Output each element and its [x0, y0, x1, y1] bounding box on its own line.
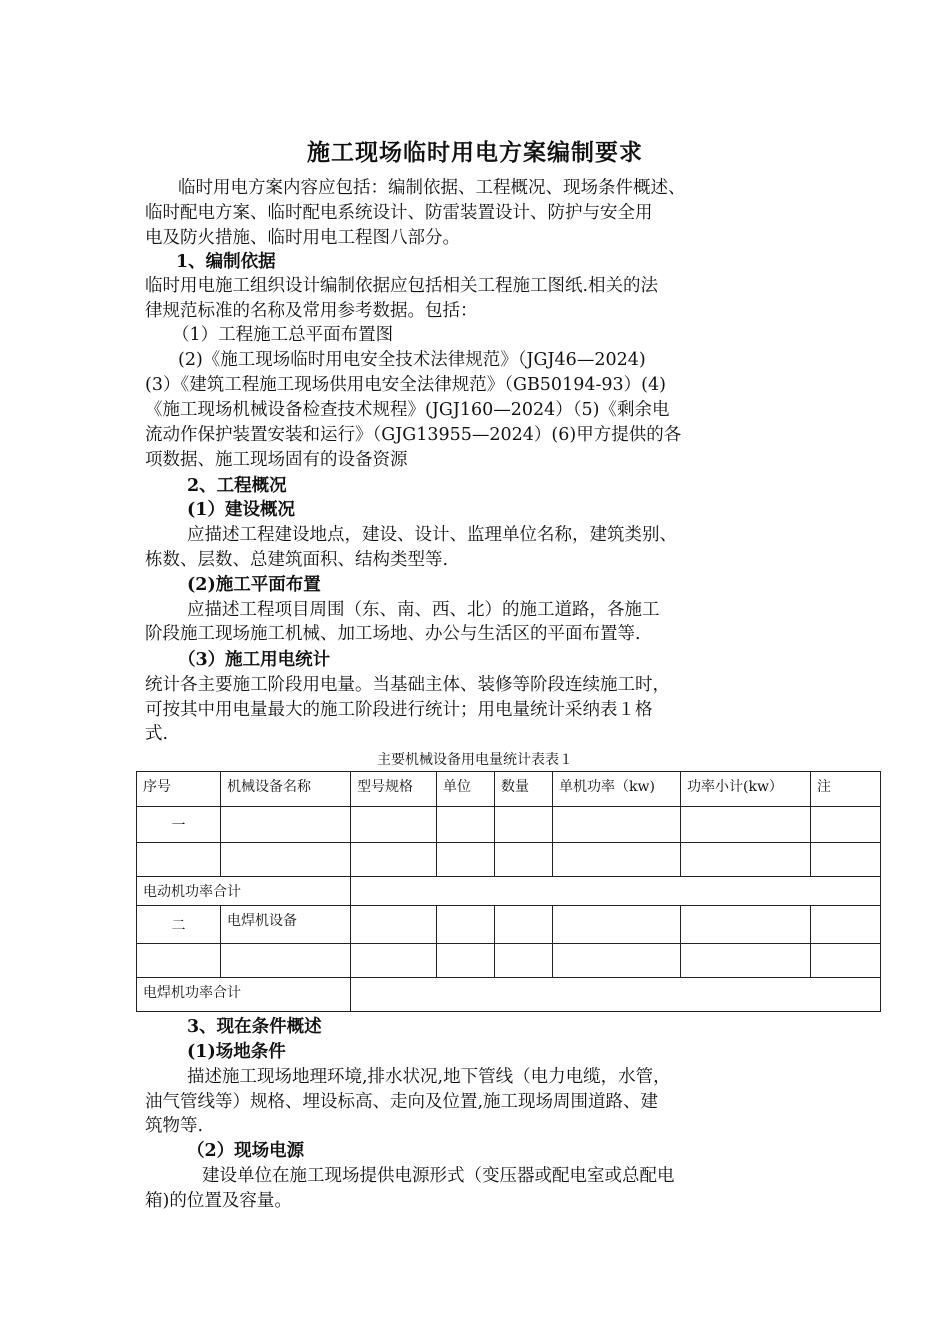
s2-sub2-line-1: 应描述工程项目周围（东、南、西、北）的施工道路，各施工 [187, 600, 660, 620]
s2-sub3-heading: （3）施工用电统计 [178, 650, 331, 670]
intro-line-3: 电及防火措施、临时用电工程图八部分。 [145, 228, 460, 248]
header-cell: 单机功率（kw) [553, 772, 681, 807]
table-cell [553, 843, 681, 877]
s2-sub1-line-1: 应描述工程建设地点，建设、设计、监理单位名称，建筑类别、 [187, 525, 677, 545]
table-cell [437, 843, 495, 877]
table-cell [221, 843, 351, 877]
s2-sub3-line-2: 可按其中用电量最大的施工阶段进行统计；用电量统计采纳表１格 [145, 700, 653, 720]
section-2-heading: 2、工程概况 [187, 476, 287, 496]
table-cell [811, 944, 881, 978]
group-1-number: 一 [137, 807, 221, 843]
table-cell [221, 807, 351, 843]
group-2-name: 电焊机设备 [221, 906, 351, 944]
section-1-heading: 1、编制依据 [176, 252, 276, 272]
table-cell [137, 944, 221, 978]
table-cell [351, 877, 881, 906]
table-row [137, 944, 881, 978]
document-title: 施工现场临时用电方案编制要求 [307, 139, 643, 166]
table-cell [351, 843, 437, 877]
table-cell [811, 843, 881, 877]
table-row [137, 877, 881, 906]
table-cell [681, 807, 811, 843]
s3-sub1-line-1: 描述施工现场地理环境,排水状况,地下管线（电力电缆，水管， [187, 1067, 671, 1087]
table-cell [681, 843, 811, 877]
s1-line-4: (2)《施工现场临时用电安全技术法律规范》（JGJ46—2024) [178, 350, 646, 370]
s1-line-2: 律规范标准的名称及常用参考数据。包括： [145, 301, 478, 321]
table-cell [811, 807, 881, 843]
table-row [137, 843, 881, 877]
table-row [137, 978, 881, 1012]
s1-line-8: 项数据、施工现场固有的设备资源 [145, 450, 408, 470]
table-cell [681, 906, 811, 944]
header-cell: 单位 [437, 772, 495, 807]
header-cell: 型号规格 [351, 772, 437, 807]
table-cell [137, 843, 221, 877]
header-cell: 功率小计(kw） [681, 772, 811, 807]
table-cell [351, 978, 881, 1012]
motor-total-label: 电动机功率合计 [137, 877, 351, 906]
group-2-number: 二 [137, 906, 221, 944]
table-cell [437, 906, 495, 944]
s3-sub1-line-2: 油气管线等）规格、埋设标高、走向及位置,施工现场周围道路、建 [145, 1092, 659, 1112]
table-cell [495, 807, 553, 843]
equipment-power-table [136, 771, 881, 1012]
header-cell: 注 [811, 772, 881, 807]
table-cell [681, 944, 811, 978]
table-cell [351, 944, 437, 978]
table-cell [553, 944, 681, 978]
table-cell [221, 944, 351, 978]
s1-line-1: 临时用电施工组织设计编制依据应包括相关工程施工图纸.相关的法 [145, 276, 659, 296]
intro-line-1: 临时用电方案内容应包括：编制依据、工程概况、现场条件概述、 [178, 178, 686, 198]
section-3-heading: 3、现在条件概述 [187, 1017, 322, 1037]
s1-line-7: 流动作保护装置安装和运行》（GJG13955—2024）(6)甲方提供的各 [145, 425, 682, 445]
table-row [137, 807, 881, 843]
table-cell [437, 944, 495, 978]
header-cell: 机械设备名称 [221, 772, 351, 807]
s2-sub2-heading: (2)施工平面布置 [187, 575, 321, 595]
table-caption: 主要机械设备用电量统计表表１ [377, 752, 573, 768]
s2-sub1-line-2: 栋数、层数、总建筑面积、结构类型等. [145, 550, 449, 570]
s3-sub2-line-1: 建设单位在施工现场提供电源形式（变压器或配电室或总配电 [202, 1166, 675, 1186]
table-cell [351, 807, 437, 843]
table-cell [351, 906, 437, 944]
header-cell: 数量 [495, 772, 553, 807]
welder-total-label: 电焊机功率合计 [137, 978, 351, 1012]
table-cell [495, 944, 553, 978]
table-cell [495, 906, 553, 944]
table-cell [495, 843, 553, 877]
s3-sub2-heading: （2）现场电源 [187, 1141, 305, 1161]
header-cell: 序号 [137, 772, 221, 807]
s1-line-6: 《施工现场机械设备检查技术规程》(JGJ160—2024）（5)《剩余电 [145, 400, 670, 420]
s1-line-5: (3）《建筑工程施工现场供用电安全法律规范》（GB50194-93）(4) [145, 375, 666, 395]
s1-line-3: （1）工程施工总平面布置图 [172, 325, 394, 345]
table-cell [811, 906, 881, 944]
table-row [137, 906, 881, 944]
s2-sub3-line-3: 式. [145, 724, 169, 744]
table-cell [437, 807, 495, 843]
s3-sub2-line-2: 箱)的位置及容量。 [145, 1191, 292, 1211]
table-cell [553, 807, 681, 843]
s2-sub1-heading: (1）建设概况 [187, 500, 295, 520]
s3-sub1-line-3: 筑物等. [145, 1116, 204, 1136]
intro-line-2: 临时配电方案、临时配电系统设计、防雷装置设计、防护与安全用 [145, 203, 653, 223]
table-cell [553, 906, 681, 944]
s2-sub3-line-1: 统计各主要施工阶段用电量。当基础主体、装修等阶段连续施工时， [145, 675, 670, 695]
table-header-row [137, 772, 881, 807]
s2-sub2-line-2: 阶段施工现场施工机械、加工场地、办公与生活区的平面布置等. [145, 624, 641, 644]
s3-sub1-heading: (1)场地条件 [187, 1042, 286, 1062]
